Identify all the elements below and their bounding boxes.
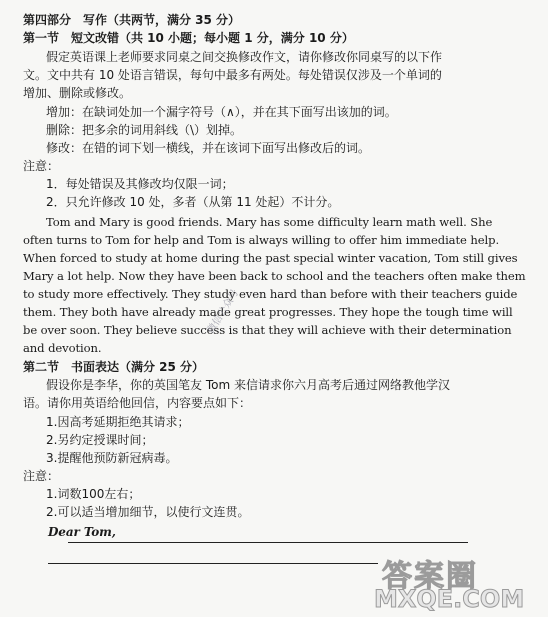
instruction-line: 假定英语课上老师要求同桌之间交换修改作文，请你修改你同桌写的以下作 [46, 50, 443, 64]
note-item: 1．每处错误及其修改均仅限一词； [46, 177, 234, 191]
passage-line: Mary a lot help. Now they have been back to school and the teachers often make them [23, 269, 526, 283]
note-item: 2．只允许修改 10 处，多者（从第 11 处起）不计分。 [46, 195, 340, 209]
section1-heading: 第一节 短文改错（共 10 小题；每小题 1 分，满分 10 分） [23, 31, 354, 45]
writing-line [48, 563, 378, 564]
point-item: 1.因高考延期拒绝其请求； [46, 415, 190, 429]
passage-line: to study more effectively. They study even hard than before with their teachers guide [23, 287, 518, 301]
watermark-text: 微信公众号 [205, 287, 242, 336]
rule-modify: 修改：在错的词下划一横线，并在该词下面写出修改后的词。 [46, 141, 371, 155]
point-item: 3.提醒他预防新冠病毒。 [46, 451, 178, 465]
notes-label: 注意： [23, 469, 60, 483]
point-item: 2.另约定授课时间； [46, 433, 154, 447]
prompt-line: 语。请你用英语给他回信，内容要点如下： [23, 396, 252, 410]
notes-label: 注意： [23, 159, 60, 173]
passage-line: often turns to Tom for help and Tom is always willing to offer him immediate help. [23, 233, 500, 247]
rule-add: 增加：在缺词处加一个漏字符号（∧），并在其下面写出该加的词。 [46, 105, 397, 119]
site-logo [372, 549, 525, 613]
passage-line: Tom and Mary is good friends. Mary has some difficulty learn math well. She [46, 215, 493, 229]
passage-line: be over soon. They believe success is that they will achieve with their determination [23, 323, 512, 337]
passage-line: and devotion. [23, 341, 102, 355]
writing-line [68, 542, 468, 543]
logo-line1: 答案圈 [382, 559, 478, 594]
note-item: 1.词数100左右； [46, 487, 141, 501]
salutation: Dear Tom, [48, 525, 116, 539]
passage-line: When forced to study at home during the past special winter vacation, Tom still gives [23, 251, 518, 265]
instruction-line: 增加、删除或修改。 [23, 86, 132, 100]
passage-line: them. They both have already made great progresses. They hope the tough time will [23, 305, 513, 319]
logo-line2: MXQE.COM [374, 585, 525, 613]
part-heading: 第四部分 写作（共两节，满分 35 分） [23, 13, 241, 27]
prompt-line: 假设你是李华，你的英国笔友 Tom 来信请求你六月高考后通过网络教他学汉 [46, 378, 450, 392]
rule-delete: 删除：把多余的词用斜线（\）划掉。 [46, 123, 243, 137]
instruction-line: 文。文中共有 10 处语言错误，每句中最多有两处。每处错误仅涉及一个单词的 [23, 68, 442, 82]
section2-heading: 第二节 书面表达（满分 25 分） [23, 360, 205, 374]
note-item: 2.可以适当增加细节，以使行文连贯。 [46, 505, 250, 519]
